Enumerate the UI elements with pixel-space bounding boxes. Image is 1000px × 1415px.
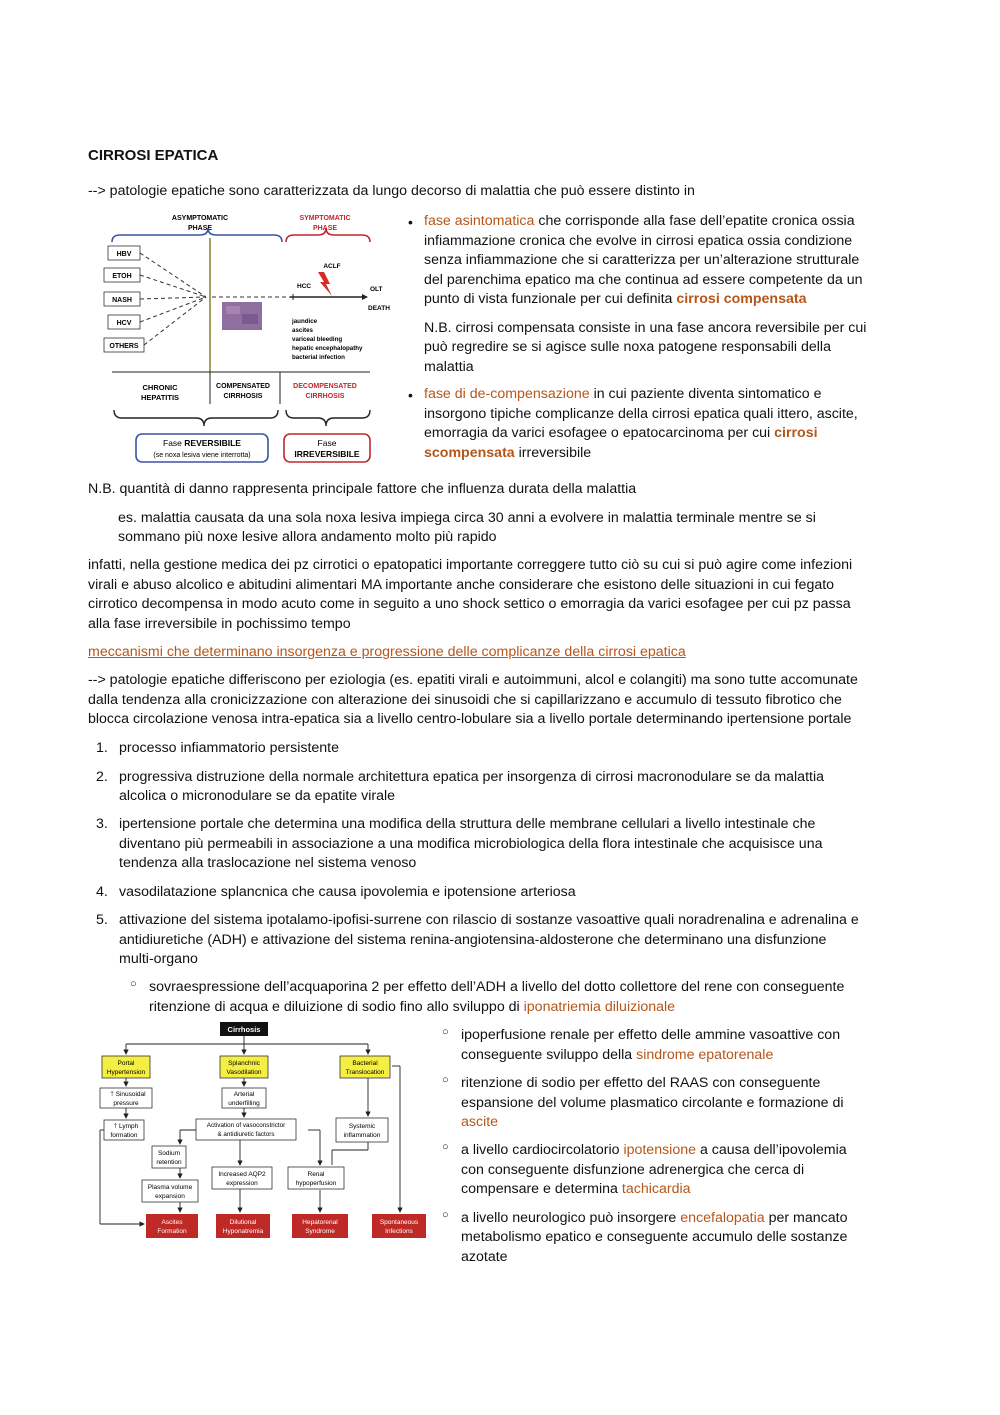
list-item: ipertensione portale che determina una modifica della struttura delle membrane cellulari a livello intestinale che [119,816,816,832]
svg-text:ACLF: ACLF [323,263,341,270]
svg-text:Spontaneous: Spontaneous [379,1219,419,1226]
svg-text:HCC: HCC [297,283,312,290]
mechanisms-heading: meccanismi che determinano insorgenza e progressione delle complicanze della cirrosi epatica [88,644,686,660]
page-title: CIRROSI EPATICA [88,147,219,164]
svg-text:NASH: NASH [112,297,132,304]
svg-text:Fase REVERSIBILE: Fase REVERSIBILE [163,438,241,448]
list-item: antidiuretiche (ADH) e attivazione del sistema renina-angiotensina-aldosterone che determinano una disfunzione [119,932,827,948]
svg-text:jaundice: jaundice [292,318,318,325]
mech-intro-line1: --> patologie epatiche differiscono per eziologia (es. epatiti virali e autoimmuni, alcol e colangiti) ma sono tutte accomunate [88,672,858,688]
svg-text:inflammation: inflammation [343,1132,381,1139]
sym-phase-label: SYMPTOMATIC [299,215,351,222]
svg-text:Hepatorenal: Hepatorenal [302,1219,338,1226]
svg-text:CIRRHOSIS: CIRRHOSIS [305,393,345,400]
infatti-line4: alla fase irreversibile in pochissimo tempo [88,616,351,632]
svg-text:Renal: Renal [307,1171,325,1178]
svg-text:CHRONIC: CHRONIC [142,383,178,392]
sub-item-line: a livello cardiocircolatorio ipotensione a causa dell’ipovolemia [461,1142,847,1158]
svg-text:HCV: HCV [116,320,132,327]
sub-item-line: ascite [461,1114,499,1130]
svg-text:retention: retention [156,1159,182,1166]
list-item: attivazione del sistema ipotalamo-ipofisi-surrene con rilascio di sostanze vasoattive quali noradrenalina e adrenalina e [119,912,859,928]
sub-item-line: ritenzione di sodio per effetto del RAAS con conseguente [461,1075,821,1091]
svg-text:expression: expression [226,1180,258,1187]
svg-text:Dilutional: Dilutional [229,1219,257,1226]
circle-bullet-icon: ○ [442,1209,449,1221]
phase1-line5: punto di vista funzionale per cui definita cirrosi compensata [424,291,807,307]
phase1-line2: infiammazione cronica che evolve in cirrosi epatica ossia condizione [424,233,853,249]
phase2-line3: emorragia da varici esofagee o epatocarcinoma per cui cirrosi [424,425,818,441]
svg-text:formation: formation [110,1132,138,1139]
svg-text:Arterial: Arterial [233,1091,255,1098]
svg-text:Hyponatremia: Hyponatremia [222,1228,264,1235]
svg-text:CIRRHOSIS: CIRRHOSIS [223,393,263,400]
mech-intro-line3: blocca circolazione venosa intra-epatica sia a livello centro-lobulare sia a livello portale determinando ipertensione portale [88,711,852,727]
svg-text:Portal: Portal [117,1060,135,1067]
svg-text:Activation of vasoconstrictor: Activation of vasoconstrictor [206,1122,286,1129]
bullet-icon: • [408,387,413,403]
circle-bullet-icon: ○ [442,1026,449,1038]
svg-text:OTHERS: OTHERS [109,343,139,350]
phase2-line2: insorgono tipiche complicanze della cirrosi epatica quali ittero, ascite, [424,406,858,422]
svg-text:Increased AQP2: Increased AQP2 [218,1171,266,1178]
svg-text:Sodium: Sodium [157,1150,181,1157]
cause-boxes [104,246,144,352]
svg-text:🡑 Lymph: 🡑 Lymph [113,1123,139,1130]
phase1-line1: fase asintomatica che corrisponde alla fase dell’epatite cronica ossia [424,213,855,229]
list-item: tendenza alla traslocazione nel sistema venoso [119,855,417,871]
intro-text: --> patologie epatiche sono caratterizzata da lungo decorso di malattia che può essere distinto in [88,183,695,199]
aclf-lightning-icon [318,272,332,296]
svg-text:Translocation: Translocation [345,1069,385,1076]
sub-item-line: azotate [461,1249,508,1265]
svg-text:Hypertension: Hypertension [106,1069,146,1076]
asym-phase-label: ASYMPTOMATIC [171,215,229,222]
disease-course-diagram [100,210,400,466]
phase2-line1: fase di de-compensazione in cui paziente diventa sintomatico e [424,386,822,402]
svg-text:Splanchnic: Splanchnic [228,1060,260,1067]
list-number: 3. [96,816,108,832]
svg-text:DECOMPENSATED: DECOMPENSATED [293,383,357,390]
svg-text:ETOH: ETOH [112,273,132,280]
sub-item-line: ipoperfusione renale per effetto delle ammine vasoattive con [461,1027,841,1043]
svg-text:🡑 Sinusoidal: 🡑 Sinusoidal [110,1091,146,1098]
circle-bullet-icon: ○ [130,978,137,990]
svg-text:HEPATITIS: HEPATITIS [140,393,180,402]
list-item: multi-organo [119,951,198,967]
svg-text:ascites: ascites [292,327,313,334]
sub-item-line: metabolismo epatico e conseguente accumulo delle sostanze [461,1229,848,1245]
svg-text:Ascites: Ascites [161,1219,183,1226]
svg-text:Bacterial: Bacterial [352,1060,378,1067]
circle-bullet-icon: ○ [442,1074,449,1086]
infatti-line3: cirrotico decompensa in modo acuto come in seguito a uno shock settico o emorragia da varici esofagee per cui pz passa [88,596,851,612]
svg-text:PHASE: PHASE [312,225,338,232]
bullet-icon: • [408,214,413,230]
sub-item-line: a livello neurologico può insorgere encefalopatia per mancato [461,1210,848,1226]
nb2-text: N.B. quantità di danno rappresenta principale fattore che influenza durata della malattia [88,481,637,497]
svg-text:pressure: pressure [113,1100,139,1107]
svg-text:Plasma volume: Plasma volume [147,1184,193,1191]
nb1-line1: N.B. cirrosi compensata consiste in una fase ancora reversibile per cui [424,320,867,336]
svg-text:PHASE: PHASE [187,225,213,232]
svg-text:Formation: Formation [157,1228,187,1235]
svg-text:Cirrhosis: Cirrhosis [227,1025,261,1034]
phase1-line4: del parenchima epatico ma che continua ad essere competente da un [424,272,863,288]
svg-text:Systemic: Systemic [348,1123,376,1130]
list-item: progressiva distruzione della normale architettura epatica per insorgenza di cirrosi macronodulare se da malattia [119,769,825,785]
phase2-line4: scompensata irreversibile [424,445,592,461]
svg-text:Infections: Infections [385,1228,413,1235]
list-number: 2. [96,769,108,785]
sub-item-line: espansione del volume plasmatico circolante e formazione di [461,1095,844,1111]
svg-text:hypoperfusion: hypoperfusion [295,1180,337,1187]
svg-text:Fase: Fase [317,438,337,448]
svg-text:(se noxa lesiva viene interrot: (se noxa lesiva viene interrotta) [153,452,251,459]
svg-text:underfilling: underfilling [228,1100,260,1107]
infatti-line2: virali e abuso alcolico e abitudini alimentari MA importante anche considerare che esistono delle situazioni in cui fegato [88,577,835,593]
list-item: diventano più permeabili in associazione a una modifica microbiologica della flora intestinale che acquisisce una [119,836,823,852]
nb1-line2: può regredire se si agisce sulle noxa patogene responsabili della [424,339,831,355]
svg-text:variceal bleeding: variceal bleeding [292,336,343,343]
sub-item-line: ritenzione di acqua e diluizione di sodio fino allo sviluppo di iponatriemia diluizionale [149,999,676,1015]
svg-text:bacterial infection: bacterial infection [292,354,345,361]
sub-item-line: sovraespressione dell’acquaporina 2 per effetto dell’ADH a livello del dotto collettore del rene con conseguente [149,979,845,995]
svg-text:Syndrome: Syndrome [305,1228,335,1235]
svg-text:expansion: expansion [155,1193,185,1200]
cirrhosis-complications-diagram [92,1020,432,1245]
infatti-line1: infatti, nella gestione medica dei pz cirrotici o epatopatici importante correggere tutto ciò su cui si può agire come infezioni [88,557,853,573]
list-item: processo infiammatorio persistente [119,740,340,756]
list-number: 5. [96,912,108,928]
list-item: vasodilatazione splancnica che causa ipovolemia e ipotensione arteriosa [119,884,576,900]
svg-text:DEATH: DEATH [368,305,390,312]
svg-text:Vasodilation: Vasodilation [226,1069,262,1076]
svg-text:IRREVERSIBILE: IRREVERSIBILE [294,449,360,459]
nb1-line3: malattia [424,359,474,375]
sub-item-line: conseguente sviluppo della sindrome epatorenale [461,1047,774,1063]
list-item: alcolica o micronodulare se da epatite virale [119,788,396,804]
svg-text:OLT: OLT [370,286,383,293]
circle-bullet-icon: ○ [442,1141,449,1153]
mech-intro-line2: dalla tendenza alla cronicizzazione con alterazione dei sinusoidi che si capillarizzano e accumulo di tessuto fibrotico che [88,692,842,708]
phase1-line3: senza infiammazione che si caratterizza per un’alterazione strutturale [424,252,860,268]
svg-text:hepatic encephalopathy: hepatic encephalopathy [292,345,363,352]
sub-item-line: con conseguente disfunzione adrenergica che cerca di [461,1162,805,1178]
svg-text:HBV: HBV [116,251,132,258]
sub-item-line: compensare e determina tachicardia [461,1181,691,1197]
list-number: 1. [96,740,108,756]
example-line2: sommano più noxe lesive allora andamento molto più rapido [118,529,497,545]
list-number: 4. [96,884,108,900]
svg-text:COMPENSATED: COMPENSATED [216,383,270,390]
example-line1: es. malattia causata da una sola noxa lesiva impiega circa 30 anni a evolvere in malattia terminale mentre se si [118,510,816,526]
svg-text:& antidiuretic factors: & antidiuretic factors [217,1131,275,1138]
